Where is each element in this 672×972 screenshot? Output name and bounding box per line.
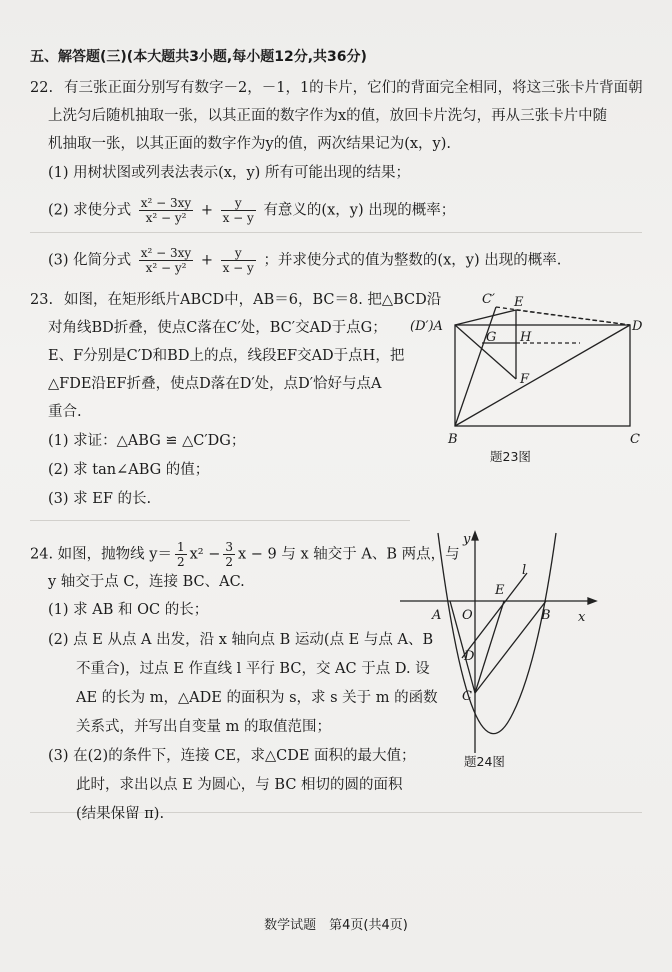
q24-part2-line1: (2) 点 E 从点 A 出发，沿 x 轴向点 B 运动(点 E 与点 A、B [48, 632, 434, 648]
label-y: y [463, 532, 471, 547]
segment-ce [475, 601, 504, 693]
label-d-prime-a: (D′)A [410, 319, 443, 334]
figure-24 [400, 528, 600, 778]
fraction-numerator: x² − 3xy [140, 196, 192, 210]
fraction-numerator: x² − 3xy [140, 246, 192, 260]
q22-line2: 上洗匀后随机抽取一张，以其正面的数字作为x的值，放回卡片洗匀，再从三张卡片中随 [48, 108, 608, 124]
fraction-three-halves [223, 540, 235, 569]
q24-line2: y 轴交于点 C，连接 BC、AC. [48, 574, 245, 590]
label-a: A [432, 608, 442, 623]
q24-line1 [30, 540, 460, 569]
label-d: D [632, 319, 643, 334]
q22-part2-suffix: 有意义的(x，y) 出现的概率； [263, 202, 456, 219]
fraction-numerator: y [221, 246, 256, 261]
q23-line3: E、F分别是C′D和BD上的点，线段EF交AD于点H，把 [48, 348, 405, 364]
q24-part3-line2: 此时，求出以点 E 为圆心，与 BC 相切的圆的面积 [76, 777, 403, 793]
fraction-denominator: x − y [222, 211, 254, 225]
label-c-prime: C′ [482, 292, 495, 307]
q23-line2: 对角线BD折叠，使点C落在C′处，BC′交AD于点G； [48, 320, 387, 336]
fraction-numerator: 1 [176, 540, 185, 554]
fraction-denominator: x − y [222, 261, 254, 275]
fraction-denominator: 2 [176, 555, 185, 569]
plus-sign: + [200, 202, 213, 219]
q23-line1: 如图，在矩形纸片ABCD中，AB＝6，BC＝8. 把△BCD沿 [64, 292, 442, 308]
label-b: B [448, 432, 458, 447]
q22-number: 22. [30, 80, 54, 96]
q22-line3: 机抽取一张，以其正面的数字作为y的值，两次结果记为(x，y). [48, 136, 451, 152]
figure-24-caption: 题24图 [464, 754, 505, 769]
bleed-through-line [30, 520, 410, 521]
label-e: E [514, 295, 524, 310]
y-axis-arrow [472, 532, 478, 540]
fraction-denominator: x² − y² [145, 211, 187, 225]
fraction [139, 196, 193, 225]
q24-part3-line3: (结果保留 π). [76, 806, 165, 822]
label-h: H [520, 330, 532, 345]
label-o: O [462, 608, 473, 623]
q24-part2-line4: 关系式，并写出自变量 m 的取值范围； [76, 719, 331, 735]
q24-line1-a: 如图，抛物线 y＝ [57, 546, 172, 563]
page-footer: 数学试题 第4页(共4页) [264, 918, 408, 933]
q22-part2-prefix: (2) 求使分式 [48, 202, 132, 219]
fraction-numerator: 3 [225, 540, 234, 554]
q22-line1: 有三张正面分别写有数字－2，－1，1的卡片，它们的背面完全相同，将这三张卡片背面朝 [64, 80, 643, 96]
q22-part1: (1) 用树状图或列表法表示(x，y) 所有可能出现的结果； [48, 165, 410, 181]
section-header: 五、解答题(三)(本大题共3小题,每小题12分,共36分) [30, 49, 367, 65]
fraction [221, 196, 256, 225]
label-d: D [464, 649, 475, 664]
q23-part1: (1) 求证：△ABG ≌ △C′DG； [48, 433, 246, 449]
fraction [139, 246, 193, 275]
label-c: C [462, 689, 472, 704]
plus-sign: + [200, 252, 213, 269]
q24-part1: (1) 求 AB 和 OC 的长； [48, 602, 209, 618]
fraction-denominator: 2 [225, 555, 234, 569]
q22-part3-suffix: ；并求使分式的值为整数的(x，y) 出现的概率. [263, 252, 562, 269]
fraction [221, 246, 256, 275]
q23-line5: 重合. [48, 404, 82, 420]
q23-part2: (2) 求 tan∠ABG 的值； [48, 462, 210, 478]
q24-part3-line1: (3) 在(2)的条件下，连接 CE，求△CDE 面积的最大值； [48, 748, 416, 764]
label-f: F [520, 372, 530, 387]
diagonal-bd [455, 325, 630, 426]
q24-line1-c: x − 9 与 x 轴交于 A、B 两点，与 [238, 546, 460, 563]
q22-part3 [48, 246, 561, 275]
q23-part3: (3) 求 EF 的长. [48, 491, 152, 507]
q24-number: 24. [30, 546, 54, 563]
q23-number: 23. [30, 292, 54, 308]
bleed-through-line [30, 232, 642, 233]
label-e: E [495, 583, 505, 598]
fraction-numerator: y [221, 196, 256, 211]
x-axis-arrow [588, 598, 596, 604]
label-x: x [578, 610, 586, 625]
q22-part3-prefix: (3) 化简分式 [48, 252, 132, 269]
q24-part2-line3: AE 的长为 m，△ADE 的面积为 s，求 s 关于 m 的函数 [76, 690, 438, 706]
q24-part2-line2: 不重合)，过点 E 作直线 l 平行 BC，交 AC 于点 D. 设 [76, 661, 430, 677]
fraction-one-half [175, 540, 187, 569]
label-c: C [630, 432, 640, 447]
figure-23-caption: 题23图 [490, 449, 531, 464]
label-g: G [486, 330, 497, 345]
figure-23 [410, 285, 643, 465]
label-l: l [522, 563, 527, 578]
parabola [438, 533, 556, 734]
q23-line4: △FDE沿EF折叠，使点D落在D′处，点D′恰好与点A [48, 376, 382, 392]
q22-part2 [48, 196, 455, 225]
fraction-denominator: x² − y² [145, 261, 187, 275]
segment-ed-dashed [516, 310, 630, 325]
segment-ae [455, 310, 516, 325]
label-b: B [541, 608, 551, 623]
q24-line1-b: x² − [189, 546, 221, 563]
